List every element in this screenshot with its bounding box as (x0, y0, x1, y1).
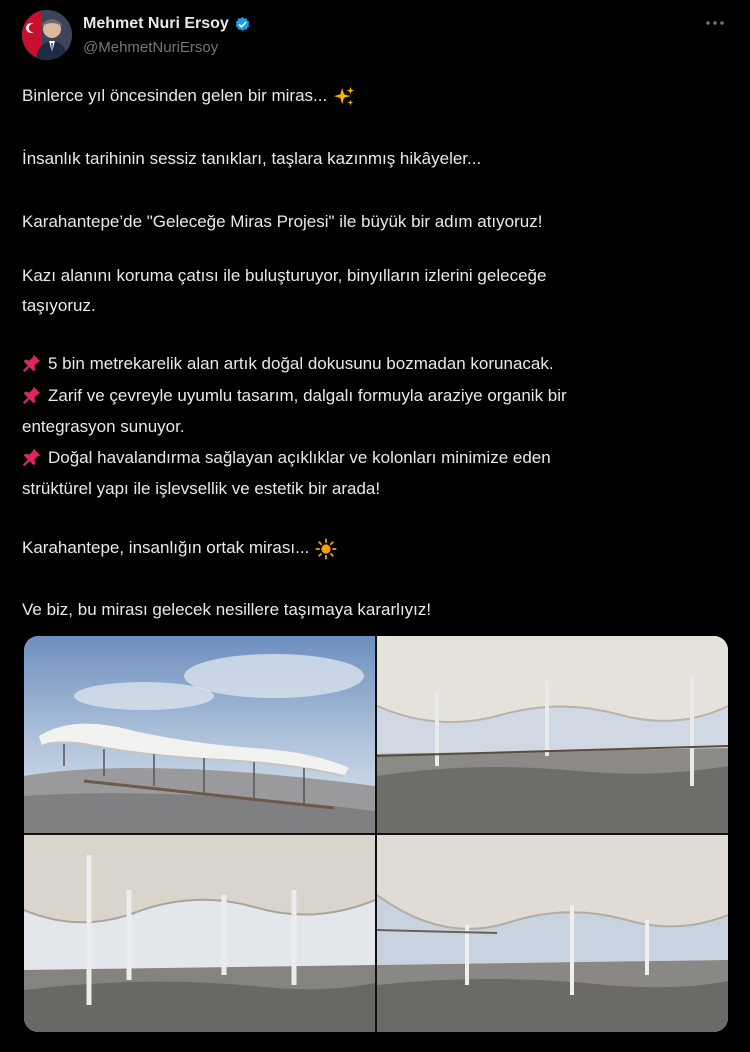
post-line-5-text: Karahantepe, insanlığın ortak mirası... (22, 538, 310, 557)
media-image-4[interactable] (377, 835, 728, 1032)
more-options-icon[interactable] (704, 14, 726, 32)
bullet-1 (22, 348, 554, 380)
bullet-2a (22, 380, 567, 412)
media-image-1[interactable] (24, 636, 375, 833)
bullet-1-text: 5 bin metrekarelik alan artık doğal dokusunu bozmadan korunacak. (48, 354, 554, 373)
media-grid (24, 636, 728, 1032)
display-name-row[interactable] (83, 14, 251, 34)
bullet-3b: strüktürel yapı ile işlevsellik ve estetik bir arada! (22, 479, 381, 498)
post-line-6: Ve biz, bu mirası gelecek nesillere taşımaya kararlıyız! (22, 600, 432, 619)
post-header (22, 10, 728, 66)
display-name[interactable]: Mehmet Nuri Ersoy (83, 15, 229, 32)
post-line-4b: taşıyoruz. (22, 296, 96, 315)
sun-emoji-icon (315, 538, 337, 560)
post-line-5 (22, 532, 337, 564)
media-image-2[interactable] (377, 636, 728, 833)
post-line-1 (22, 80, 355, 112)
author-names (83, 14, 251, 58)
avatar[interactable] (22, 10, 72, 60)
handle[interactable]: @MehmetNuriErsoy (83, 39, 219, 56)
bullet-2b: entegrasyon sunuyor. (22, 417, 185, 436)
post-line-1-text: Binlerce yıl öncesinden gelen bir miras... (22, 86, 328, 105)
verified-badge-icon (234, 16, 251, 33)
pushpin-emoji-icon (22, 353, 42, 373)
bullet-2-text: Zarif ve çevreyle uyumlu tasarım, dalgalı formuyla araziye organik bir (48, 386, 567, 405)
pushpin-emoji-icon (22, 385, 42, 405)
post-line-4a: Kazı alanını koruma çatısı ile buluşturuyor, binyılların izlerini geleceğe (22, 266, 547, 285)
post-line-3: Karahantepe’de "Geleceğe Miras Projesi" ile büyük bir adım atıyoruz! (22, 212, 543, 231)
sparkles-emoji-icon (333, 86, 355, 108)
media-image-3[interactable] (24, 835, 375, 1032)
post-line-2: İnsanlık tarihinin sessiz tanıkları, taşlara kazınmış hikâyeler... (22, 149, 482, 168)
bullet-3-text: Doğal havalandırma sağlayan açıklıklar ve kolonları minimize eden (48, 448, 551, 467)
bullet-3a (22, 442, 551, 474)
pushpin-emoji-icon (22, 447, 42, 467)
